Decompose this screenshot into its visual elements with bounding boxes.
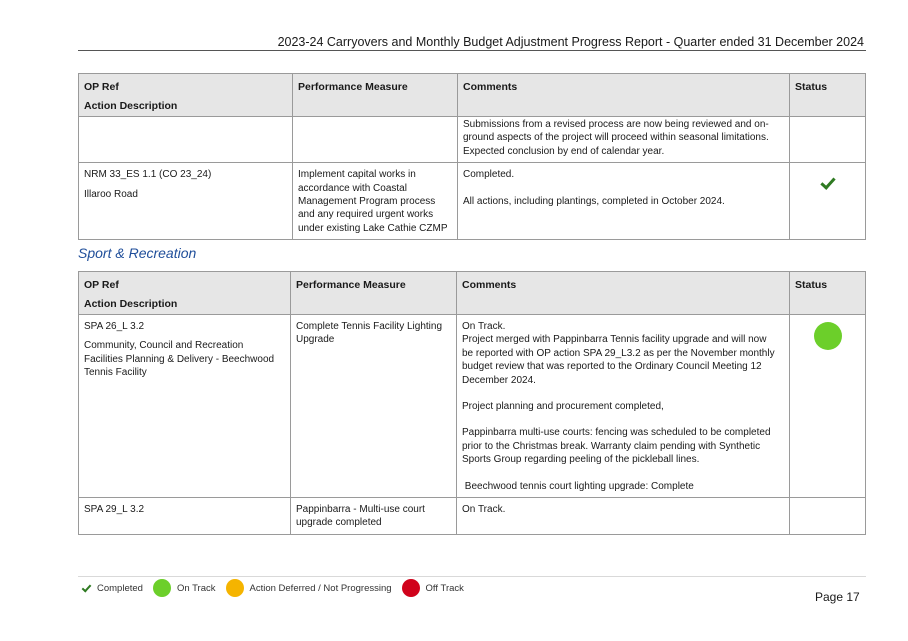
action-description-line: Facilities Planning & Delivery - Beechwood	[84, 353, 275, 365]
status-cell	[790, 163, 866, 240]
check-icon	[82, 584, 91, 593]
performance-measure-cell	[293, 117, 458, 163]
op-ref-cell	[79, 498, 291, 535]
red-circle-icon	[402, 579, 420, 597]
op-ref-header: OP Ref	[84, 81, 119, 93]
column-header-performance-measure: Performance Measure	[293, 74, 458, 117]
table-row	[79, 163, 866, 240]
header-divider	[78, 50, 866, 51]
completed-check-icon	[821, 176, 835, 190]
comment-line: Submissions from a revised process are now being reviewed and on-	[463, 119, 769, 130]
table-row	[79, 315, 866, 498]
table-row	[79, 117, 866, 163]
column-header-op-ref	[79, 272, 291, 315]
comment-line: All actions, including plantings, completed in October 2024.	[463, 195, 725, 207]
action-description-line: Tennis Facility	[84, 367, 147, 379]
performance-measure-cell	[293, 163, 458, 240]
spacer	[462, 467, 784, 480]
comment-line: Beechwood tennis court lighting upgrade: Complete	[462, 480, 694, 492]
comment-line: Completed.	[463, 169, 515, 181]
footer-divider	[78, 576, 866, 577]
status-cell	[790, 498, 866, 535]
comment-line: budget review that was reported to the Ordinary Council Meeting 12	[462, 361, 762, 373]
progress-table-2	[78, 271, 866, 535]
measure-line: upgrade completed	[296, 517, 382, 529]
spacer	[463, 182, 784, 195]
legend-item-deferred	[226, 579, 392, 597]
column-header-comments: Comments	[457, 272, 790, 315]
legend-item-off-track	[402, 579, 464, 597]
op-ref-cell	[79, 315, 291, 498]
measure-line: accordance with Coastal	[298, 182, 407, 194]
comments-cell	[457, 315, 790, 498]
green-circle-icon	[153, 579, 171, 597]
status-cell	[790, 117, 866, 163]
spacer	[462, 413, 784, 426]
op-ref-code: SPA 29_L 3.2	[84, 504, 145, 516]
column-header-status: Status	[790, 272, 866, 315]
amber-circle-icon	[226, 579, 244, 597]
comment-line: prior to the Christmas break. Warranty claim pending with Synthetic	[462, 440, 761, 452]
action-description-header: Action Description	[84, 100, 178, 113]
legend-label: Action Deferred / Not Progressing	[249, 582, 392, 594]
comments-cell	[458, 163, 790, 240]
legend-item-on-track	[153, 579, 216, 597]
comment-line: Expected conclusion by end of calendar year.	[463, 145, 665, 157]
status-cell	[790, 315, 866, 498]
comment-line: Project merged with Pappinbarra Tennis facility upgrade and will now	[462, 334, 767, 346]
comments-cell	[458, 117, 790, 163]
section-heading-sport-recreation: Sport & Recreation	[78, 245, 197, 261]
comment-line: On Track.	[462, 321, 506, 332]
column-header-comments: Comments	[458, 74, 790, 117]
comment-line: be reported with OP action SPA 29_L3.2 as per the November monthly	[462, 347, 775, 359]
action-description-header: Action Description	[84, 298, 178, 311]
performance-measure-cell	[291, 315, 457, 498]
op-ref-cell	[79, 163, 293, 240]
legend-label: On Track	[176, 582, 216, 594]
table-row	[79, 498, 866, 535]
comment-line: Sports Group regarding peeling of the pickleball lines.	[462, 454, 700, 466]
column-header-performance-measure: Performance Measure	[291, 272, 457, 315]
action-description: Illaroo Road	[84, 188, 138, 200]
measure-line: Management Program process	[298, 196, 436, 208]
comment-line: December 2024.	[462, 374, 536, 386]
measure-line: Complete Tennis Facility Lighting	[296, 321, 443, 332]
action-description-line: Community, Council and Recreation	[84, 340, 244, 352]
performance-measure-cell	[291, 498, 457, 535]
comment-line: Pappinbarra multi-use courts: fencing was scheduled to be completed	[462, 427, 771, 439]
report-header-title: 2023-24 Carryovers and Monthly Budget Adjustment Progress Report - Quarter ended 31 December 2024	[277, 35, 864, 49]
comments-cell	[457, 498, 790, 535]
comment-line: ground aspects of the project will proceed within seasonal limitations.	[463, 132, 769, 144]
legend-label: Off Track	[425, 582, 464, 594]
op-ref-header: OP Ref	[84, 279, 119, 291]
table-header-row	[79, 272, 866, 315]
column-header-status: Status	[790, 74, 866, 117]
measure-line: and any required urgent works	[298, 209, 434, 221]
on-track-status-icon	[814, 322, 842, 350]
comment-line: Project planning and procurement completed,	[462, 401, 664, 413]
measure-line: Upgrade	[296, 334, 335, 346]
measure-line: Implement capital works in	[298, 169, 416, 181]
table-header-row	[79, 74, 866, 117]
legend-item-completed	[82, 583, 143, 594]
op-ref-code: SPA 26_L 3.2	[84, 321, 145, 332]
legend-label: Completed	[97, 582, 143, 594]
measure-line: Pappinbarra - Multi-use court	[296, 504, 425, 516]
measure-line: under existing Lake Cathie CZMP	[298, 222, 448, 234]
op-ref-cell	[79, 117, 293, 163]
status-legend	[82, 578, 474, 598]
page-number: Page 17	[815, 590, 860, 604]
progress-table-1	[78, 73, 866, 240]
op-ref-code: NRM 33_ES 1.1 (CO 23_24)	[84, 169, 212, 181]
column-header-op-ref	[79, 74, 293, 117]
comment-line: On Track.	[462, 504, 506, 516]
spacer	[462, 387, 784, 400]
